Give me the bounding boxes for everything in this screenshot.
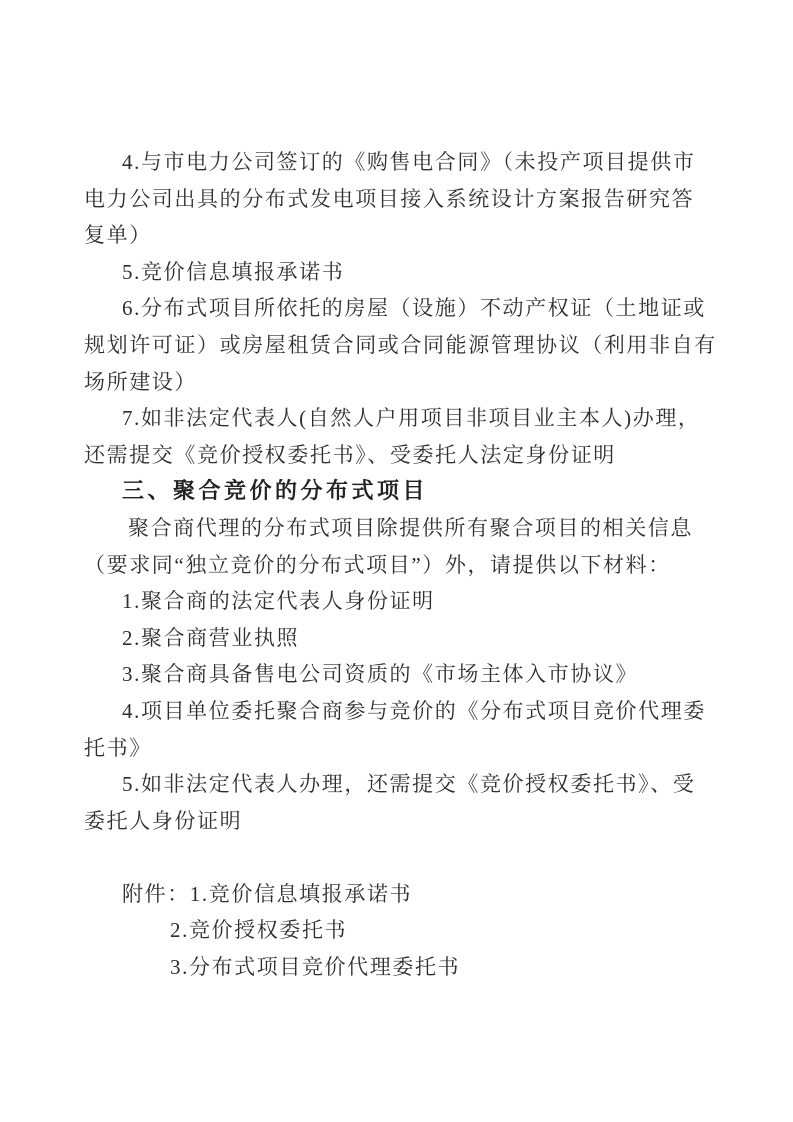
text-line-item-4: 4.与市电力公司签订的《购售电合同》（未投产项目提供市 (122, 150, 696, 174)
text-line-item-6-cont: 规划许可证）或房屋租赁合同或合同能源管理协议（利用非自有 (84, 332, 717, 357)
text-line-paragraph: 聚合商代理的分布式项目除提供所有聚合项目的相关信息 (128, 515, 693, 540)
text-line-item-7: 7.如非法定代表人(自然人户用项目非项目业主本人)办理， (122, 406, 701, 431)
text-line-agg-item-1: 1.聚合商的法定代表人身份证明 (122, 589, 435, 614)
blank-line (84, 839, 696, 876)
text-line-item-7-cont: 还需提交《竞价授权委托书》、受委托人法定身份证明 (84, 442, 616, 467)
text-line-paragraph-cont: （要求同“独立竞价的分布式项目”）外，请提供以下材料： (84, 552, 671, 577)
text-line-agg-item-5-cont: 委托人身份证明 (84, 808, 243, 833)
text-line-agg-item-4: 4.项目单位委托聚合商参与竞价的《分布式项目竞价代理委 (122, 698, 706, 723)
attachment-list-line-3: 3.分布式项目竞价代理委托书 (170, 955, 461, 980)
document-text-block (84, 144, 717, 986)
text-line-agg-item-4-cont: 托书》 (84, 735, 152, 760)
attachment-list-line-1: 附件：1.竞价信息填报承诺书 (122, 881, 413, 906)
text-line-agg-item-2: 2.聚合商营业执照 (122, 625, 300, 650)
text-line-item-5: 5.竞价信息填报承诺书 (122, 259, 345, 284)
text-line-agg-item-5: 5.如非法定代表人办理，还需提交《竞价授权委托书》、受 (122, 772, 696, 797)
attachment-list-line-2: 2.竞价授权委托书 (170, 918, 348, 943)
text-line-item-6: 6.分布式项目所依托的房屋（设施）不动产权证（土地证或 (122, 296, 706, 321)
text-line-agg-item-3: 3.聚合商具备售电公司资质的《市场主体入市协议》 (122, 662, 639, 687)
text-line-item-4-cont: 电力公司出具的分布式发电项目接入系统设计方案报告研究答 (84, 186, 695, 211)
section-heading: 三、聚合竞价的分布式项目 (122, 478, 429, 504)
text-line-item-4-cont2: 复单） (84, 223, 152, 248)
text-line-item-6-cont2: 场所建设） (84, 369, 197, 394)
